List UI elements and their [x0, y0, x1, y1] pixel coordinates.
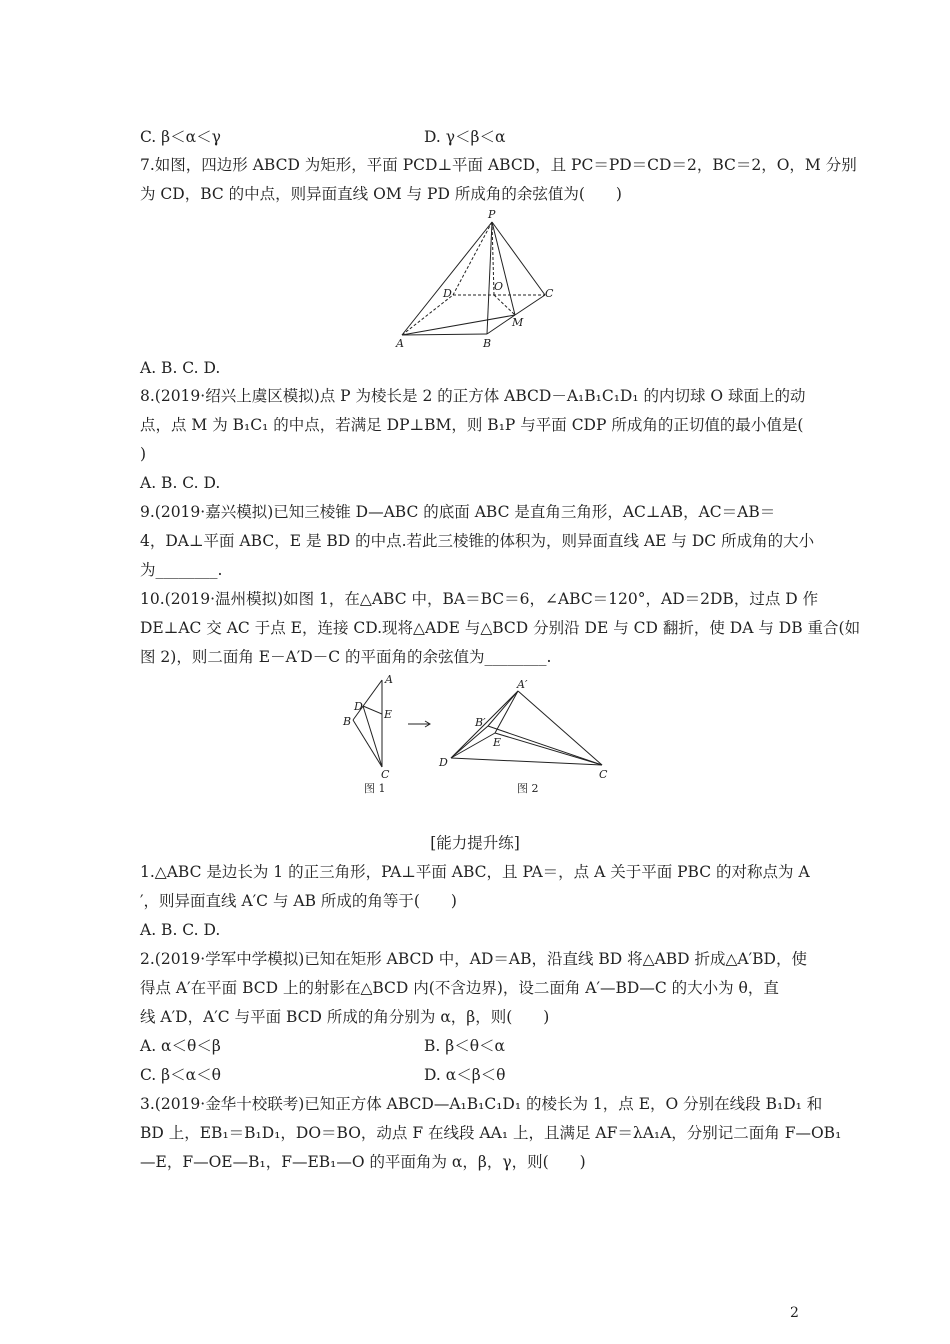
- f1-label-c: C: [381, 768, 390, 781]
- p2-line-2: 得点 A′在平面 BCD 上的射影在△BCD 内(不含边界)，设二面角 A′—BD—C 的大小为 θ，直: [140, 979, 779, 997]
- q7-options: A. B. C. D.: [140, 359, 221, 377]
- label-p: P: [488, 208, 496, 221]
- p2-option-a: A. α＜θ＜β: [140, 1037, 221, 1055]
- option-c: C. β＜α＜γ: [140, 128, 221, 146]
- q8-line-3: ): [140, 445, 147, 463]
- q8-line-1: 8.(2019·绍兴上虞区模拟)点 P 为棱长是 2 的正方体 ABCD－A₁B₁C₁D₁ 的内切球 O 球面上的动: [140, 387, 806, 405]
- f1-label-b: B: [343, 715, 352, 728]
- caption-fig1: 图 1: [364, 782, 386, 795]
- pyramid-figure: [390, 205, 570, 355]
- fold-figures: [330, 670, 630, 800]
- f1-label-e: E: [384, 708, 393, 721]
- q9-line-1: 9.(2019·嘉兴模拟)已知三棱锥 D—ABC 的底面 ABC 是直角三角形，AC⊥AB，AC＝AB＝: [140, 503, 776, 521]
- label-c: C: [545, 287, 554, 300]
- label-d: D: [443, 287, 452, 300]
- q9-line-3: 为________.: [140, 561, 223, 579]
- q9-line-2: 4，DA⊥平面 ABC，E 是 BD 的中点.若此三棱锥的体积为，则异面直线 AE 与 DC 所成角的大小: [140, 532, 815, 550]
- page-number: 2: [790, 1305, 799, 1321]
- p2-line-3: 线 A′D，A′C 与平面 BCD 所成的角分别为 α，β，则( ): [140, 1008, 550, 1026]
- p1-line-1: 1.△ABC 是边长为 1 的正三角形，PA⊥平面 ABC，且 PA＝，点 A 关于平面 PBC 的对称点为 A: [140, 863, 810, 881]
- f2-label-d: D: [439, 756, 448, 769]
- p2-line-1: 2.(2019·学军中学模拟)已知在矩形 ABCD 中，AD＝AB，沿直线 BD 将△ABD 折成△A′BD，使: [140, 950, 807, 968]
- q8-options: A. B. C. D.: [140, 474, 221, 492]
- p1-line-2: ′，则异面直线 A′C 与 AB 所成的角等于( ): [140, 892, 457, 910]
- label-b: B: [483, 337, 492, 350]
- caption-fig2: 图 2: [517, 782, 539, 795]
- p2-option-d: D. α＜β＜θ: [424, 1066, 506, 1084]
- p3-line-2: BD 上，EB₁＝B₁D₁，DO＝BO，动点 F 在线段 AA₁ 上，且满足 AF＝λA₁A，分别记二面角 F—OB₁: [140, 1124, 842, 1142]
- f2-label-c: C: [599, 768, 608, 781]
- f2-label-a: A′: [517, 678, 528, 691]
- q7-line-2: 为 CD，BC 的中点，则异面直线 OM 与 PD 所成角的余弦值为( ): [140, 185, 622, 203]
- p1-options: A. B. C. D.: [140, 921, 221, 939]
- f2-label-b: B′: [475, 716, 486, 729]
- q10-line-3: 图 2)，则二面角 E－A′D－C 的平面角的余弦值为________.: [140, 648, 552, 666]
- p3-line-3: —E，F—OE—B₁，F—EB₁—O 的平面角为 α，β，γ，则( ): [140, 1153, 586, 1171]
- q10-line-1: 10.(2019·温州模拟)如图 1，在△ABC 中，BA＝BC＝6，∠ABC＝120°，AD＝2DB，过点 D 作: [140, 590, 819, 608]
- option-d: D. γ＜β＜α: [424, 128, 506, 146]
- p2-option-b: B. β＜θ＜α: [424, 1037, 506, 1055]
- q10-line-2: DE⊥AC 交 AC 于点 E，连接 CD.现将△ADE 与△BCD 分别沿 DE 与 CD 翻折，使 DA 与 DB 重合(如: [140, 619, 861, 637]
- label-o: O: [494, 280, 504, 293]
- p3-line-1: 3.(2019·金华十校联考)已知正方体 ABCD—A₁B₁C₁D₁ 的棱长为 1，点 E，O 分别在线段 B₁D₁ 和: [140, 1095, 823, 1113]
- label-m: M: [512, 316, 524, 329]
- section-title: [能力提升练]: [430, 834, 520, 852]
- f2-label-e: E: [493, 736, 502, 749]
- q7-line-1: 7.如图，四边形 ABCD 为矩形，平面 PCD⊥平面 ABCD，且 PC＝PD＝CD＝2，BC＝2，O，M 分别: [140, 156, 857, 174]
- f1-label-a: A: [385, 673, 393, 686]
- p2-option-c: C. β＜α＜θ: [140, 1066, 221, 1084]
- f1-label-d: D: [354, 700, 363, 713]
- label-a: A: [396, 337, 404, 350]
- q8-line-2: 点，点 M 为 B₁C₁ 的中点，若满足 DP⊥BM，则 B₁P 与平面 CDP 所成角的正切值的最小值是(: [140, 416, 804, 434]
